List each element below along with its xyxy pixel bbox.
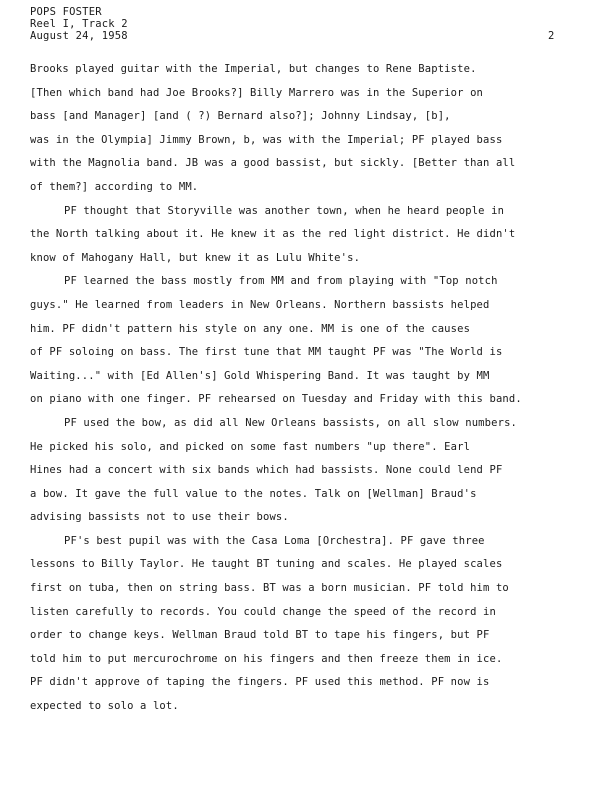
transcript-line: a bow. It gave the full value to the notes. Talk on [Wellman] Braud's <box>30 487 477 500</box>
transcript-line: advising bassists not to use their bows. <box>30 511 289 524</box>
transcript-line: expected to solo a lot. <box>30 700 179 713</box>
transcript-line: the North talking about it. He knew it as the red light district. He didn't <box>30 228 516 241</box>
transcript-body <box>30 58 605 719</box>
transcript-line: PF learned the bass mostly from MM and from playing with "Top notch <box>64 275 498 288</box>
page-number: 2 <box>548 30 555 42</box>
document-header <box>30 6 128 42</box>
transcript-line: bass [and Manager] [and ( ?) Bernard also?]; Johnny Lindsay, [b], <box>30 110 451 123</box>
transcript-line: Brooks played guitar with the Imperial, but changes to Rene Baptiste. <box>30 63 477 75</box>
transcript-line: He picked his solo, and picked on some fast numbers "up there". Earl <box>30 440 471 453</box>
transcript-line: told him to put mercurochrome on his fingers and then freeze them in ice. <box>30 652 503 665</box>
transcript-line: on piano with one finger. PF rehearsed on Tuesday and Friday with this band. <box>30 393 522 406</box>
transcript-line: PF used the bow, as did all New Orleans bassists, on all slow numbers. <box>64 416 518 429</box>
header-name: POPS FOSTER <box>30 6 102 18</box>
transcript-line: first on tuba, then on string bass. BT was a born musician. PF told him to <box>30 582 509 595</box>
transcript-line: of PF soloing on bass. The first tune that MM taught PF was "The World is <box>30 346 503 359</box>
transcript-line: order to change keys. Wellman Braud told BT to tape his fingers, but PF <box>30 629 490 642</box>
header-date: August 24, 1958 <box>30 30 128 42</box>
transcript-line: was in the Olympia] Jimmy Brown, b, was with the Imperial; PF played bass <box>30 133 503 146</box>
transcript-line: PF's best pupil was with the Casa Loma [Orchestra]. PF gave three <box>64 534 485 547</box>
transcript-line: PF didn't approve of taping the fingers. PF used this method. PF now is <box>30 676 490 689</box>
header-reel: Reel I, Track 2 <box>30 18 128 30</box>
transcript-line: listen carefully to records. You could change the speed of the record in <box>30 605 496 618</box>
transcript-line: know of Mahogany Hall, but knew it as Lulu White's. <box>30 251 361 264</box>
transcript-line: Waiting..." with [Ed Allen's] Gold Whispering Band. It was taught by MM <box>30 369 490 382</box>
transcript-line: lessons to Billy Taylor. He taught BT tuning and scales. He played scales <box>30 558 503 571</box>
transcript-line: him. PF didn't pattern his style on any one. MM is one of the causes <box>30 322 471 335</box>
transcript-line: with the Magnolia band. JB was a good bassist, but sickly. [Better than all <box>30 157 516 170</box>
transcript-line: Hines had a concert with six bands which had bassists. None could lend PF <box>30 464 503 477</box>
transcript-line: guys." He learned from leaders in New Orleans. Northern bassists helped <box>30 298 490 311</box>
transcript-line: of them?] according to MM. <box>30 180 199 193</box>
transcript-line: [Then which band had Joe Brooks?] Billy Marrero was in the Superior on <box>30 86 484 99</box>
transcript-line: PF thought that Storyville was another town, when he heard people in <box>64 204 505 217</box>
